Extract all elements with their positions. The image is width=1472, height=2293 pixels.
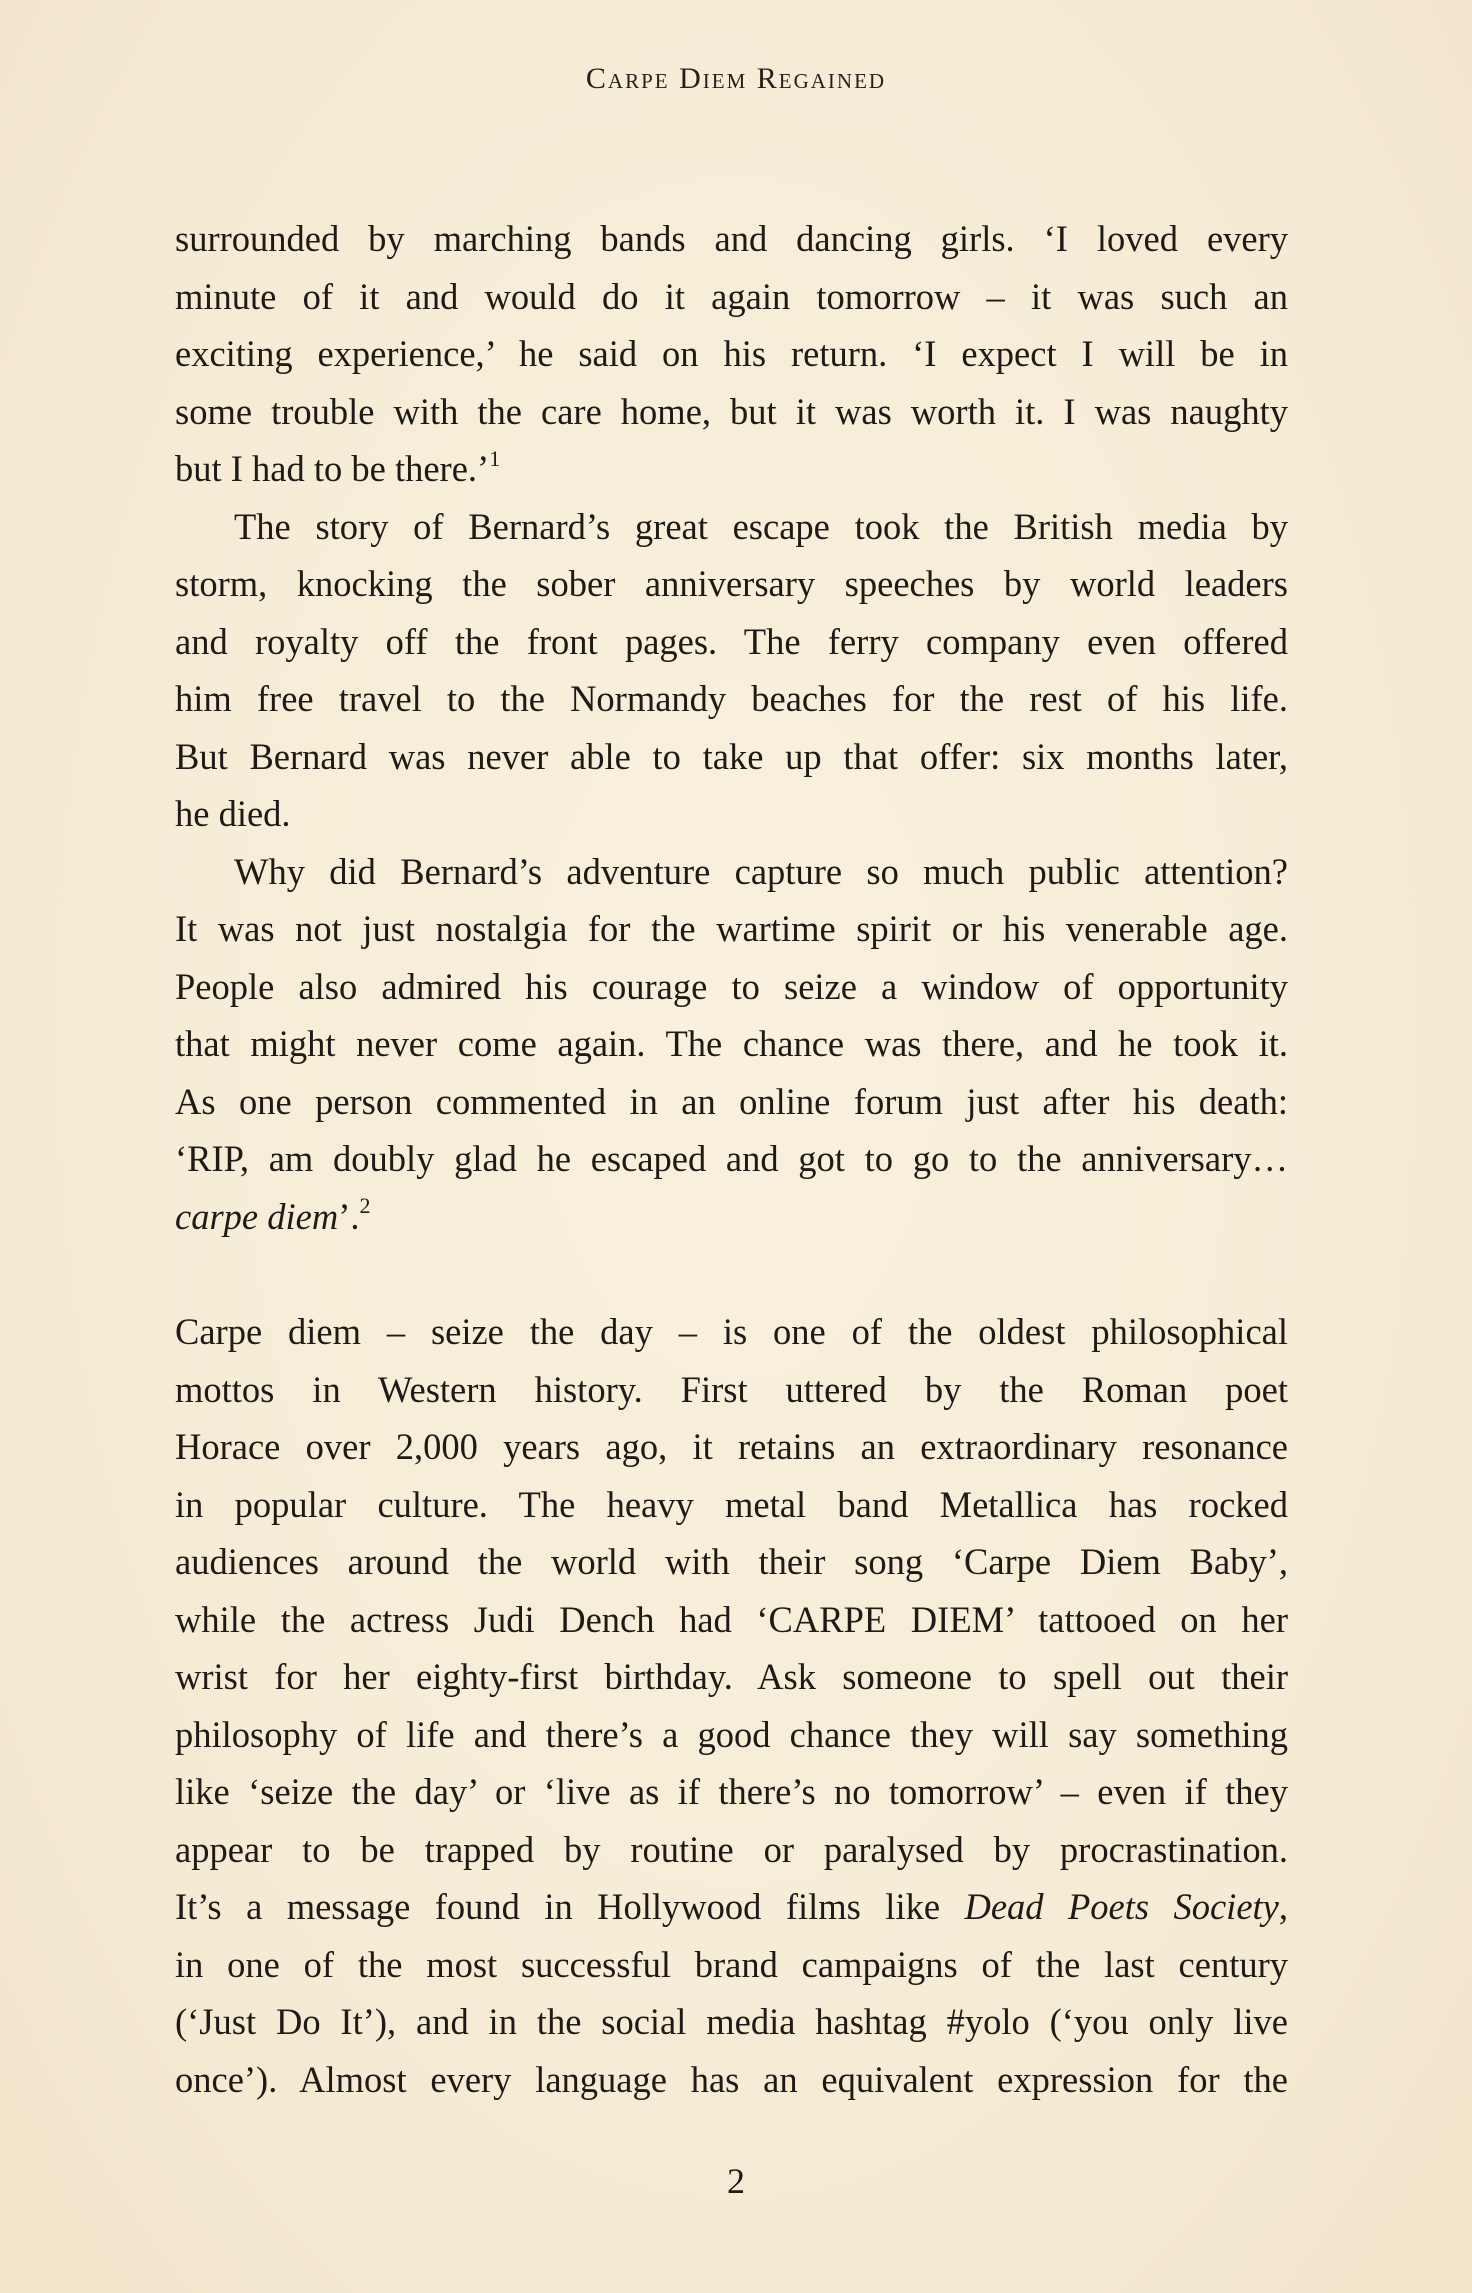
text-line: exciting experience,’ he said on his return. ‘I expect I will be in <box>175 333 1288 374</box>
text-line: in one of the most successful brand campaigns of the last century <box>175 1943 1288 1985</box>
text-line: But Bernard was never able to take up that offer: six months later, <box>175 735 1288 777</box>
text-line: The story of Bernard’s great escape took the British media by <box>234 505 1288 547</box>
body-text <box>175 210 1288 2108</box>
text-line: Why did Bernard’s adventure capture so much public attention? <box>234 850 1288 892</box>
text-line: like ‘seize the day’ or ‘live as if there’s no tomorrow’ – even if they <box>175 1771 1288 1812</box>
text-line: that might never come again. The chance was there, and he took it. <box>175 1023 1288 1064</box>
text-line: he died. <box>175 793 291 834</box>
text-line-content: , <box>1278 1886 1288 1927</box>
text-line: once’). Almost every language has an equivalent expression for the <box>175 2058 1288 2100</box>
text-line <box>175 440 1288 498</box>
text-line-content: It’s a message found in Hollywood films like <box>175 1886 965 1927</box>
paragraph-continuation <box>175 210 1288 498</box>
text-line-content: ’. <box>338 1195 360 1237</box>
text-line: minute of it and would do it again tomorrow – it was such an <box>175 275 1288 317</box>
text-line: wrist for her eighty-first birthday. Ask someone to spell out their <box>175 1656 1288 1697</box>
text-line: mottos in Western history. First uttered by the Roman poet <box>175 1368 1288 1410</box>
text-line: audiences around the world with their song ‘Carpe Diem Baby’, <box>175 1541 1288 1582</box>
text-line: some trouble with the care home, but it was worth it. I was naughty <box>175 390 1288 432</box>
paragraph <box>175 498 1288 843</box>
text-line: As one person commented in an online forum just after his death: <box>175 1080 1288 1122</box>
footnote-ref: 1 <box>489 445 501 471</box>
text-line: (‘Just Do It’), and in the social media hashtag #yolo (‘you only live <box>175 2001 1288 2042</box>
text-line: in popular culture. The heavy metal band Metallica has rocked <box>175 1483 1288 1525</box>
footnote-ref: 2 <box>359 1193 371 1219</box>
text-line: storm, knocking the sober anniversary speeches by world leaders <box>175 563 1288 604</box>
italic-title: Dead Poets Society <box>964 1886 1279 1927</box>
page-number: 2 <box>727 2161 745 2201</box>
text-line: People also admired his courage to seize a window of opportunity <box>175 965 1288 1007</box>
text-line: appear to be trapped by routine or paralysed by procrastination. <box>175 1828 1288 1870</box>
paragraph-section-start <box>175 1303 1288 2108</box>
text-line <box>175 1878 1288 1936</box>
text-line: philosophy of life and there’s a good chance they will say something <box>175 1713 1288 1755</box>
text-line: Horace over 2,000 years ago, it retains an extraordinary resonance <box>175 1426 1288 1467</box>
paragraph <box>175 843 1288 1246</box>
text-line: Carpe diem – seize the day – is one of the oldest philosophical <box>175 1311 1288 1352</box>
text-line: while the actress Judi Dench had ‘CARPE DIEM’ tattooed on her <box>175 1598 1288 1640</box>
running-head: Carpe Diem Regained <box>585 62 887 95</box>
text-line: It was not just nostalgia for the wartime spirit or his venerable age. <box>175 908 1288 949</box>
text-line: surrounded by marching bands and dancing girls. ‘I loved every <box>175 218 1288 259</box>
text-line: and royalty off the front pages. The ferry company even offered <box>175 620 1288 662</box>
text-line: him free travel to the Normandy beaches for the rest of his life. <box>175 678 1288 719</box>
text-line: ‘RIP, am doubly glad he escaped and got to go to the anniversary… <box>175 1138 1288 1179</box>
text-line <box>175 1188 1288 1246</box>
italic-phrase: carpe diem <box>175 1195 339 1237</box>
text-line-content: but I had to be there.’ <box>175 448 490 489</box>
